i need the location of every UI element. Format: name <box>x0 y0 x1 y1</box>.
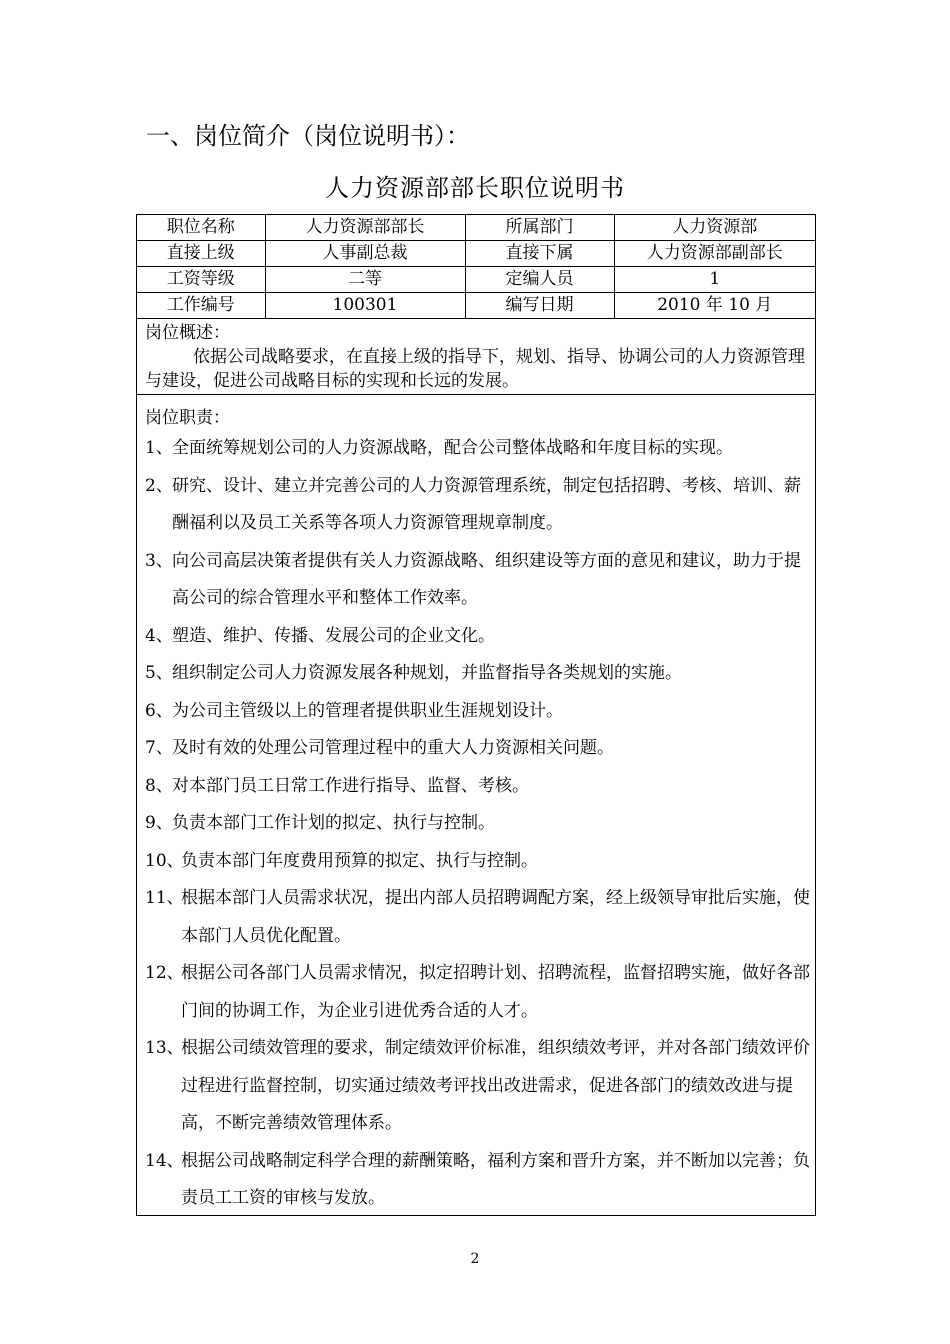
duty-item <box>145 730 811 768</box>
page-number: 2 <box>470 1251 480 1267</box>
duty-item <box>145 1143 811 1218</box>
duty-text: 为公司主管级以上的管理者提供职业生涯规划设计。 <box>172 700 563 721</box>
field-label: 编写日期 <box>465 293 614 319</box>
duty-number: 7、 <box>145 738 173 758</box>
duty-number: 3、 <box>145 550 173 571</box>
duty-item <box>145 955 811 1030</box>
overview-label: 岗位概述： <box>145 323 230 343</box>
duty-number: 10、 <box>145 850 184 871</box>
duty-number: 9、 <box>145 813 173 833</box>
duty-text: 负责本部门年度费用预算的拟定、执行与控制。 <box>181 850 538 871</box>
duty-text: 对本部门员工日常工作进行指导、监督、考核。 <box>172 775 529 796</box>
duty-item <box>145 843 811 881</box>
field-value: 人力资源部副部长 <box>614 241 815 267</box>
duty-text: 根据公司战略制定科学合理的薪酬策略，福利方案和晋升方案，并不断加以完善；负责员工工资的审核与发放。 <box>181 1150 810 1208</box>
field-value: 1 <box>614 267 815 293</box>
duty-item <box>145 430 811 468</box>
field-label: 直接上级 <box>137 241 265 267</box>
duty-text: 根据本部门人员需求状况，提出内部人员招聘调配方案，经上级领导审批后实施，使本部门人员优化配置。 <box>181 888 810 946</box>
field-value: 二等 <box>265 267 465 293</box>
overview-text: 依据公司战略要求，在直接上级的指导下，规划、指导、协调公司的人力资源管理与建设，促进公司战略目标的实现和长远的发展。 <box>145 347 805 391</box>
duty-number: 14、 <box>145 1150 184 1171</box>
table-row <box>137 267 815 293</box>
duty-number: 1、 <box>145 438 173 458</box>
table-row <box>137 293 815 319</box>
table-row <box>137 215 815 241</box>
duty-text: 研究、设计、建立并完善公司的人力资源管理系统，制定包括招聘、考核、培训、薪酬福利以及员工关系等各项人力资源管理规章制度。 <box>172 475 801 533</box>
duty-number: 13、 <box>145 1038 184 1058</box>
field-label: 直接下属 <box>465 241 614 267</box>
duty-text: 组织制定公司人力资源发展各种规划，并监督指导各类规划的实施。 <box>172 663 682 683</box>
table-row <box>137 241 815 267</box>
duty-item <box>145 655 811 693</box>
duty-number: 6、 <box>145 700 173 721</box>
duty-item <box>145 880 811 955</box>
field-label: 工作编号 <box>137 293 265 319</box>
duty-text: 根据公司各部门人员需求情况，拟定招聘计划、招聘流程，监督招聘实施，做好各部门间的协调工作，为企业引进优秀合适的人才。 <box>181 963 810 1021</box>
duty-text: 全面统筹规划公司的人力资源战略，配合公司整体战略和年度目标的实现。 <box>172 438 733 458</box>
duty-item <box>145 618 811 656</box>
duty-number: 2、 <box>145 475 173 496</box>
duty-item <box>145 1030 811 1143</box>
duty-number: 5、 <box>145 663 173 683</box>
job-description-frame <box>136 214 816 1216</box>
duty-number: 8、 <box>145 775 173 796</box>
duty-item <box>145 693 811 731</box>
duty-text: 及时有效的处理公司管理过程中的重大人力资源相关问题。 <box>172 738 614 758</box>
field-label: 职位名称 <box>137 215 265 241</box>
field-value: 2010 年 10 月 <box>614 293 815 319</box>
duty-item <box>145 805 811 843</box>
duty-text: 负责本部门工作计划的拟定、执行与控制。 <box>172 813 495 833</box>
duties-label: 岗位职责： <box>145 408 230 428</box>
field-label: 所属部门 <box>465 215 614 241</box>
field-value: 人事副总裁 <box>265 241 465 267</box>
overview-section <box>137 319 815 395</box>
duty-text: 向公司高层决策者提供有关人力资源战略、组织建设等方面的意见和建议，助力于提高公司的综合管理水平和整体工作效率。 <box>172 550 801 608</box>
document-title: 人力资源部部长职位说明书 <box>325 174 625 202</box>
field-label: 工资等级 <box>137 267 265 293</box>
field-value: 100301 <box>265 293 465 319</box>
field-label: 定编人员 <box>465 267 614 293</box>
duty-item <box>145 543 811 618</box>
field-value: 人力资源部部长 <box>265 215 465 241</box>
duty-number: 12、 <box>145 963 184 983</box>
field-value: 人力资源部 <box>614 215 815 241</box>
job-info-table <box>137 215 815 319</box>
duty-item <box>145 468 811 543</box>
duty-number: 4、 <box>145 625 173 646</box>
section-heading: 一、岗位简介（岗位说明书）： <box>146 122 470 150</box>
duty-text: 塑造、维护、传播、发展公司的企业文化。 <box>172 625 495 646</box>
duty-item <box>145 768 811 806</box>
duty-number: 11、 <box>145 888 184 908</box>
duty-text: 根据公司绩效管理的要求，制定绩效评价标准，组织绩效考评，并对各部门绩效评价过程进行监督控制，切实通过绩效考评找出改进需求，促进各部门的绩效改进与提高，不断完善绩效管理体系。 <box>181 1038 810 1133</box>
